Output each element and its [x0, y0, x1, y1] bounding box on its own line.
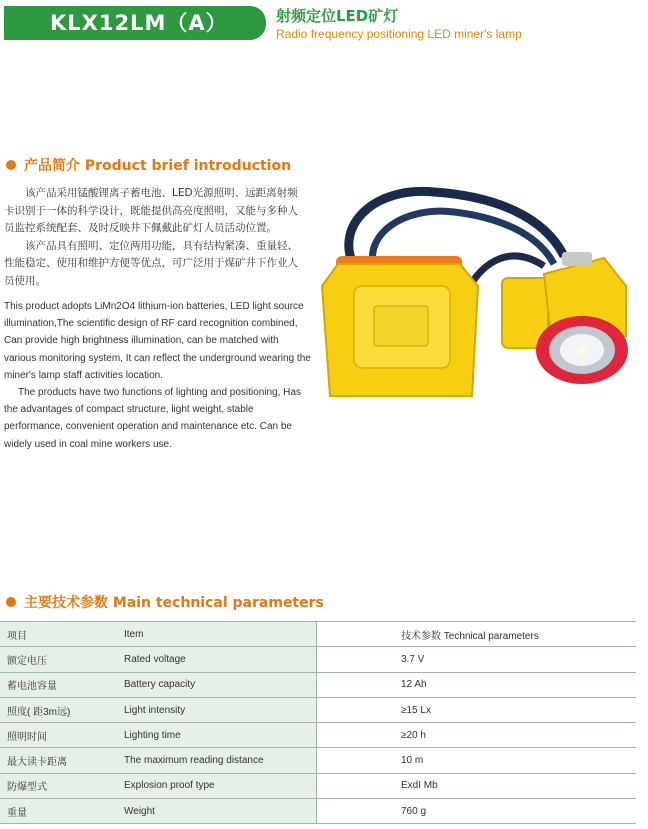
table-row: [0, 697, 636, 722]
param-value: 10 m: [317, 748, 637, 773]
param-name-en: Weight: [117, 799, 317, 824]
param-value: 3.7 V: [317, 647, 637, 672]
param-name-cn: 最大读卡距离: [0, 748, 117, 773]
param-name-en: Item: [117, 622, 317, 647]
param-value: ≥15 Lx: [317, 697, 637, 722]
table-row: [0, 622, 636, 647]
product-title-cn: 射频定位LED矿灯: [276, 7, 399, 25]
intro-chinese: [4, 185, 304, 290]
intro-heading-text: 产品简介 Product brief introduction: [24, 158, 292, 174]
table-row: [0, 773, 636, 798]
intro-english: [4, 298, 312, 453]
params-heading: [6, 592, 324, 612]
intro-en-paragraph-2: The products have two functions of lighting and positioning, Has the advantages of compact structure, light weight, stable performance, convenient operation and maintenance etc. Can be widely used in coal mine workers use.: [4, 387, 301, 450]
table-row: [0, 748, 636, 773]
param-name-en: Lighting time: [117, 723, 317, 748]
params-heading-text: 主要技术参数 Main technical parameters: [24, 595, 324, 611]
param-name-en: Explosion proof type: [117, 773, 317, 798]
param-value: 760 g: [317, 799, 637, 824]
param-value: ≥20 h: [317, 723, 637, 748]
product-title-en: Radio frequency positioning LED miner's lamp: [276, 27, 522, 41]
param-name-cn: 防爆型式: [0, 773, 117, 798]
intro-heading: [6, 155, 291, 175]
param-name-en: The maximum reading distance: [117, 748, 317, 773]
product-photo: [314, 186, 640, 416]
param-name-cn: 照明时间: [0, 723, 117, 748]
technical-parameters-table: [0, 621, 636, 824]
table-row: [0, 723, 636, 748]
param-name-cn: 额定电压: [0, 647, 117, 672]
table-row: [0, 647, 636, 672]
model-badge: KLX12LM（A）: [4, 6, 266, 40]
param-name-cn: 照度( 距3m远): [0, 697, 117, 722]
param-name-en: Rated voltage: [117, 647, 317, 672]
intro-en-paragraph-1: This product adopts LiMn2O4 lithium-ion batteries, LED light source illumination,The scientific design of RF card recognition combined, Can provide high brightness illumination, can be matched with various monitoring system, It can reflect the underground wearing the miner's lamp staff activities location.: [4, 301, 311, 381]
param-name-en: Battery capacity: [117, 672, 317, 697]
bullet-dot-icon: [6, 160, 16, 170]
param-value: 12 Ah: [317, 672, 637, 697]
param-name-cn: 项目: [0, 622, 117, 647]
param-name-cn: 蓄电池容量: [0, 672, 117, 697]
intro-cn-paragraph-2: 该产品具有照明、定位两用功能，具有结构紧凑、重量轻、性能稳定、使用和维护方便等优点，可广泛用于煤矿井下作业人员使用。: [4, 239, 298, 287]
bullet-dot-icon: [6, 597, 16, 607]
param-name-en: Light intensity: [117, 697, 317, 722]
miners-lamp-image: [314, 186, 640, 416]
param-name-cn: 重量: [0, 799, 117, 824]
table-row: [0, 672, 636, 697]
param-value: 技术参数 Technical parameters: [317, 622, 637, 647]
table-row: [0, 799, 636, 824]
param-value: ExdI Mb: [317, 773, 637, 798]
intro-cn-paragraph-1: 该产品采用锰酸锂离子蓄电池、LED光源照明、远距离射频卡识别于一体的科学设计，既能提供高亮度照明，又能与多种人员监控系统配套、及时反映井下佩戴此矿灯人员活动位置。: [4, 187, 298, 234]
